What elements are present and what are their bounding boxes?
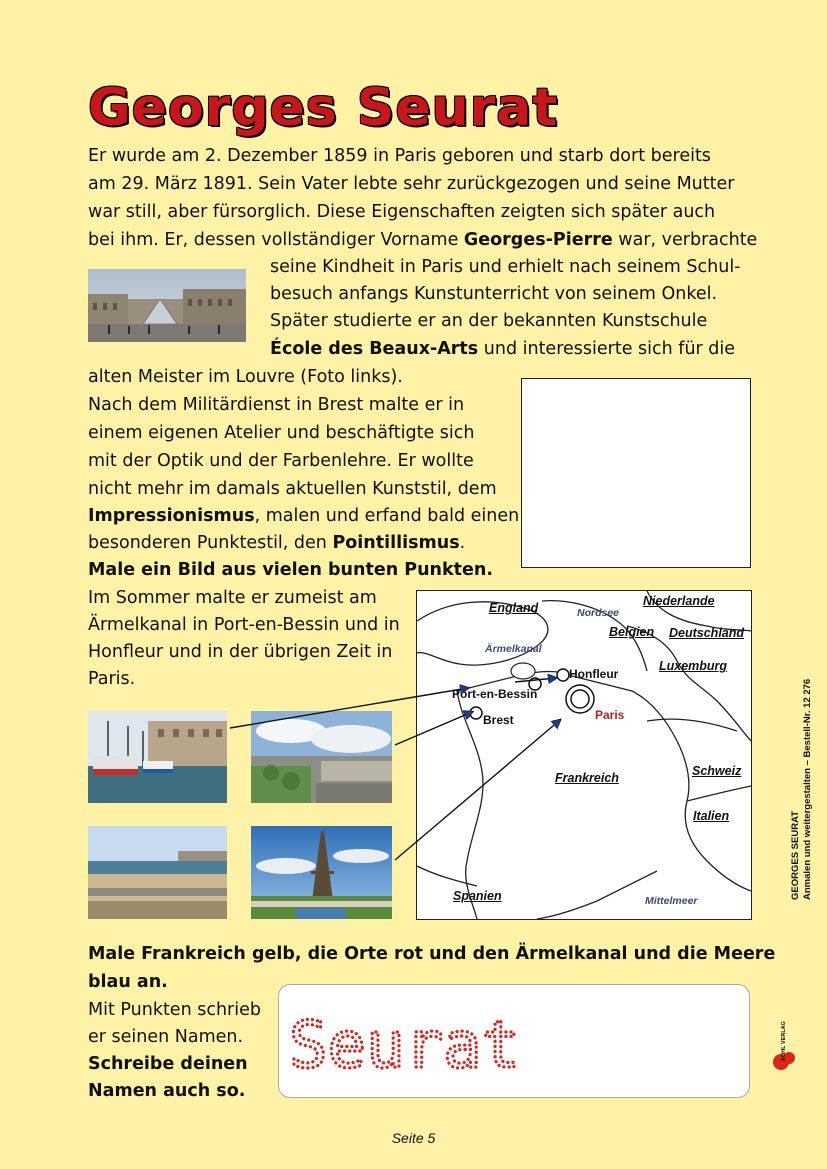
- bold-term: Georges-Pierre: [463, 230, 613, 250]
- map-label-deutschland: Deutschland: [669, 626, 745, 640]
- text-line: Im Sommer malte er zumeist am: [88, 588, 377, 608]
- text-line: er seinen Namen.: [88, 1027, 244, 1047]
- map-label-nordsee: Nordsee: [577, 607, 620, 619]
- side-publisher-label: [790, 679, 814, 900]
- map-town-honfleur: Honfleur: [569, 667, 619, 681]
- text-line: Honfleur und in der übrigen Zeit in: [88, 642, 393, 662]
- map-label-niederlande: Niederlande: [643, 594, 715, 608]
- text-line: Paris.: [88, 669, 136, 689]
- text-segment: und interessierte sich für die: [478, 339, 736, 359]
- map-label-mittelmeer: Mittelmeer: [645, 895, 698, 907]
- dotted-signature-graphic: [287, 1001, 521, 1083]
- task-instruction: Male Frankreich gelb, die Orte rot und den Ärmelkanal und die Meere: [88, 944, 776, 964]
- map-label-frankreich: Frankreich: [555, 771, 619, 785]
- side-label-line: GEORGES SEURAT: [790, 810, 801, 900]
- text-line: Mit Punkten schrieb: [88, 1000, 261, 1020]
- page-title: Georges Seurat: [88, 78, 559, 138]
- name-writing-box[interactable]: [278, 984, 750, 1098]
- side-label-line: Anmalen und weitergestalten – Bestell-Nr. 12 276: [802, 678, 813, 900]
- text-segment: besonderen Punktestil, den: [88, 533, 333, 553]
- text-line: mit der Optik und der Farbenlehre. Er wollte: [88, 451, 474, 471]
- map-town-port-en-bessin: Port-en-Bessin: [452, 687, 538, 701]
- map-label-italien: Italien: [693, 809, 730, 823]
- task-instruction: Schreibe deinen: [88, 1054, 248, 1074]
- map-label-belgien: Belgien: [609, 625, 655, 639]
- text-segment: war, verbrachte: [612, 230, 758, 250]
- text-segment: , malen und erfand bald einen: [254, 506, 520, 526]
- text-line: einem eigenen Atelier und beschäftigte sich: [88, 423, 475, 443]
- bold-term: École des Beaux-Arts: [270, 339, 479, 359]
- map-label-england: England: [489, 601, 539, 615]
- text-segment: .: [459, 533, 466, 553]
- map-town-paris: Paris: [595, 708, 625, 722]
- publisher-logo: [771, 1021, 799, 1074]
- page-number: Seite 5: [391, 1130, 436, 1146]
- bold-term: Pointillismus: [332, 533, 460, 553]
- map-label-spanien: Spanien: [453, 889, 502, 903]
- map-town-brest: Brest: [483, 713, 514, 727]
- text-line: besuch anfangs Kunstunterricht von seinem Onkel.: [270, 284, 718, 304]
- text-segment: bei ihm. Er, dessen vollständiger Vorname: [88, 230, 464, 250]
- map-label-aermelkanal: Ärmelkanal: [485, 643, 542, 655]
- bold-term: Impressionismus: [88, 506, 255, 526]
- text-line: alten Meister im Louvre (Foto links).: [88, 367, 403, 387]
- text-line: seine Kindheit in Paris und erhielt nach seinem Schul-: [270, 257, 741, 277]
- text-line: Nach dem Militärdienst in Brest malte er in: [88, 395, 465, 415]
- task-instruction: Male ein Bild aus vielen bunten Punkten.: [88, 560, 493, 580]
- text-line: war still, aber fürsorglich. Diese Eigenschaften zeigten sich später auch: [88, 202, 716, 222]
- text-line: Ärmelkanal in Port-en-Bessin und in: [88, 615, 400, 635]
- text-line: nicht mehr im damals aktuellen Kunststil, dem: [88, 479, 497, 499]
- text-line: Später studierte er an der bekannten Kunstschule: [270, 311, 708, 331]
- signature-text: Seurat: [289, 1009, 521, 1083]
- map-label-schweiz: Schweiz: [692, 764, 742, 778]
- text-line: Er wurde am 2. Dezember 1859 in Paris geboren und starb dort bereits: [88, 146, 711, 166]
- text-line: am 29. März 1891. Sein Vater lebte sehr zurückgezogen und seine Mutter: [88, 174, 735, 194]
- map-label-luxemburg: Luxemburg: [659, 659, 728, 673]
- task-instruction: blau an.: [88, 972, 168, 992]
- publisher-name: KOHL VERLAG: [781, 1021, 787, 1061]
- task-instruction: Namen auch so.: [88, 1081, 246, 1101]
